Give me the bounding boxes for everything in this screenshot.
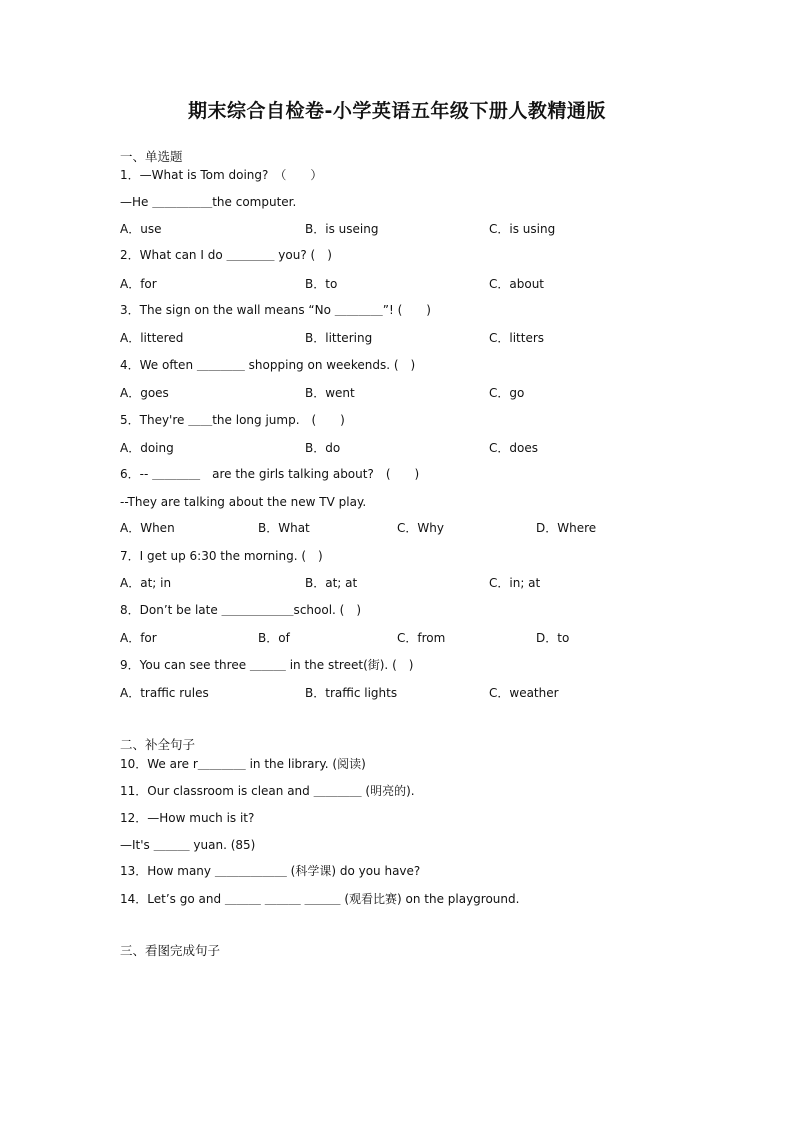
section-heading-3: 三、看图完成句子: [120, 943, 221, 958]
q3-option-a[interactable]: A．littered: [120, 331, 184, 345]
question-6-line2: --They are talking about the new TV play.: [120, 495, 367, 509]
question-6: 6．-- ＿＿＿＿ are the girls talking about? ( ): [120, 467, 420, 481]
q6-option-d[interactable]: D．Where: [536, 521, 597, 535]
question-10: 10．We are r＿＿＿＿ in the library. (阅读): [120, 757, 366, 771]
q9-option-a[interactable]: A．traffic rules: [120, 686, 209, 700]
question-1-line2: —He ＿＿＿＿＿the computer.: [120, 195, 297, 209]
q5-option-c[interactable]: C．does: [489, 441, 538, 455]
q3-option-c[interactable]: C．litters: [489, 331, 545, 345]
question-8: 8．Don’t be late ＿＿＿＿＿＿school. ( ): [120, 603, 362, 617]
q7-option-a[interactable]: A．at; in: [120, 576, 172, 590]
q5-option-a[interactable]: A．doing: [120, 441, 174, 455]
q2-option-b[interactable]: B．to: [305, 277, 338, 291]
question-3: 3．The sign on the wall means “No ＿＿＿＿”! ( ): [120, 303, 431, 317]
q6-option-c[interactable]: C．Why: [397, 521, 444, 535]
q8-option-d[interactable]: D．to: [536, 631, 570, 645]
question-12: 12．—How much is it?: [120, 811, 255, 825]
q9-option-c[interactable]: C．weather: [489, 686, 559, 700]
question-4: 4．We often ＿＿＿＿ shopping on weekends. ( ): [120, 358, 416, 372]
page-title: 期末综合自检卷-小学英语五年级下册人教精通版: [188, 100, 606, 122]
q2-option-a[interactable]: A．for: [120, 277, 157, 291]
q4-option-b[interactable]: B．went: [305, 386, 355, 400]
question-9: 9．You can see three ＿＿＿ in the street(街). ( ): [120, 658, 414, 672]
question-11: 11．Our classroom is clean and ＿＿＿＿ (明亮的).: [120, 784, 415, 798]
q6-option-a[interactable]: A．When: [120, 521, 175, 535]
question-1: 1．—What is Tom doing? （ ）: [120, 168, 323, 182]
q8-option-a[interactable]: A．for: [120, 631, 157, 645]
q1-option-a[interactable]: A．use: [120, 222, 162, 236]
q1-option-b[interactable]: B．is useing: [305, 222, 379, 236]
question-5: 5．They're ＿＿the long jump. ( ): [120, 413, 345, 427]
section-heading-1: 一、单选题: [120, 149, 183, 164]
question-12-line2: —It's ＿＿＿ yuan. (85): [120, 838, 256, 852]
question-13: 13．How many ＿＿＿＿＿＿ (科学课) do you have?: [120, 864, 421, 878]
q4-option-c[interactable]: C．go: [489, 386, 525, 400]
q1-option-c[interactable]: C．is using: [489, 222, 556, 236]
question-2: 2．What can I do ＿＿＿＿ you? ( ): [120, 248, 332, 262]
q6-option-b[interactable]: B．What: [258, 521, 310, 535]
q3-option-b[interactable]: B．littering: [305, 331, 373, 345]
q5-option-b[interactable]: B．do: [305, 441, 341, 455]
q7-option-b[interactable]: B．at; at: [305, 576, 358, 590]
q9-option-b[interactable]: B．traffic lights: [305, 686, 398, 700]
q4-option-a[interactable]: A．goes: [120, 386, 169, 400]
q2-option-c[interactable]: C．about: [489, 277, 545, 291]
q8-option-b[interactable]: B．of: [258, 631, 290, 645]
q8-option-c[interactable]: C．from: [397, 631, 446, 645]
q7-option-c[interactable]: C．in; at: [489, 576, 541, 590]
section-heading-2: 二、补全句子: [120, 737, 196, 752]
question-14: 14．Let’s go and ＿＿＿ ＿＿＿ ＿＿＿ (观看比赛) on the playground.: [120, 892, 520, 906]
question-7: 7．I get up 6:30 the morning. ( ): [120, 549, 323, 563]
